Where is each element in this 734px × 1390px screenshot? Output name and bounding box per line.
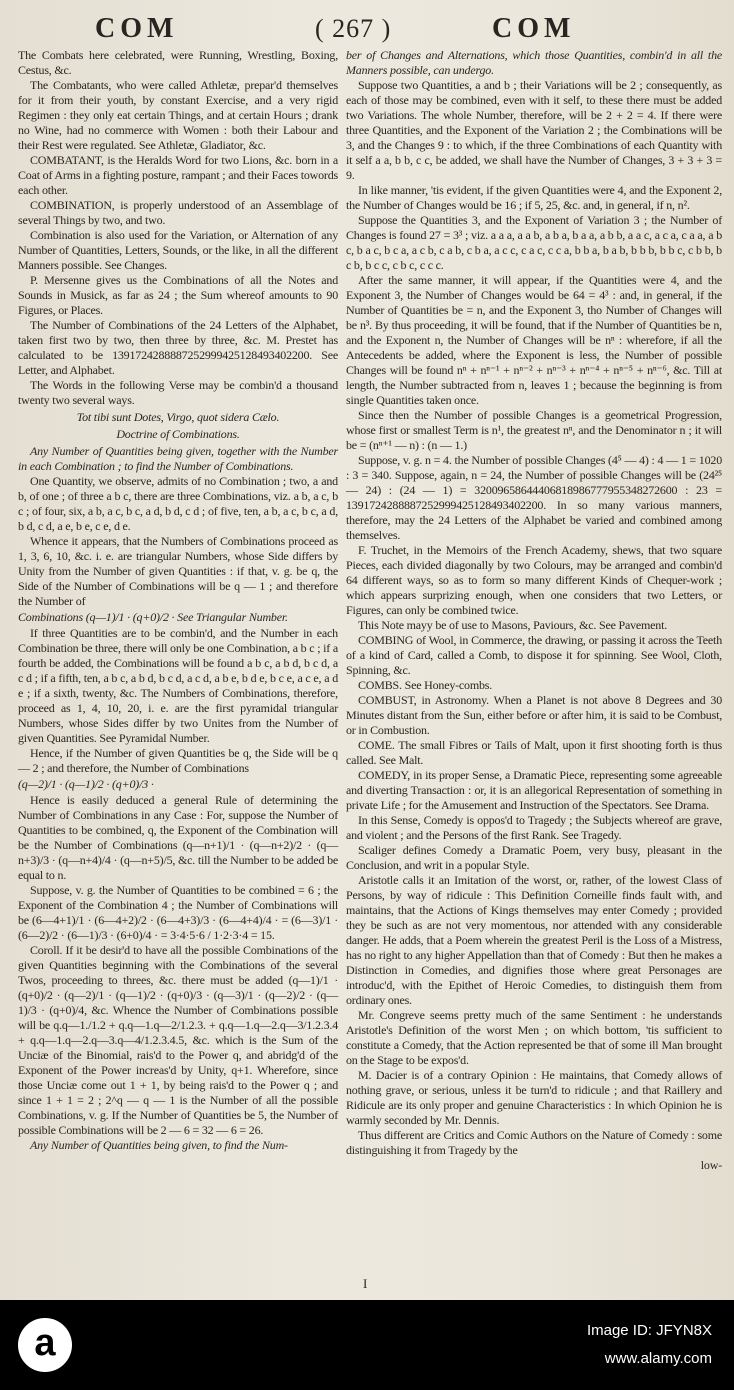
paragraph: After the same manner, it will appear, if the Quantities were 4, and the Exponent 3, the Number of Changes would be 64 = 4³ : and, in general, if the Number of Quantities be = n, and the Exponent 3, tho Number of Changes will be n³. By thus proceeding, it will be found, that if the Number of Quantities be n, and the Exponent n, the Number of Changes will be nⁿ : wherefore, if all the Antecedents be added, where the Exponent is less, the Number of possible Changes will be found nⁿ + nⁿ⁻¹ + nⁿ⁻² + nⁿ⁻³ + nⁿ⁻⁴ + nⁿ⁻⁵ + nⁿ⁻⁶, &c. Till at length, the Number subtracted from n, leaves 1 ; because the beginning is from single Quantities taken once.	[346, 273, 722, 407]
entry-combing: COMBING of Wool, in Commerce, the drawing, or passing it across the Teeth of a kind of Card, called a Comb, to dispose it for spinning. See Wool, Cloth, Spinning, &c.	[346, 633, 722, 677]
paragraph: P. Mersenne gives us the Combinations of all the Notes and Sounds in Musick, as far as 24 ; the Sum whereof amounts to 90 Figures, or Places.	[18, 273, 338, 317]
entry-combatant: COMBATANT, is the Heralds Word for two Lions, &c. born in a Coat of Arms in a fighting posture, rampant ; and their Faces towords each other.	[18, 153, 338, 197]
corollary: Coroll. If it be desir'd to have all the possible Combinations of the given Quantities beginning with the Combinations of the several Twos, proceeding to threes, &c. there must be added (q—1)/1 · (q+0)/2 · (q—2)/1 · (q—1)/2 · (q+0)/3 · (q—3)/1 · (q—2)/2 · (q—1)/3 · (q+0)/4, &c. Whence the Number of Combinations possible will be q.q—1./1.2 + q.q—1.q—2/1.2.3. + q.q—1.q—2.q—3/1.2.3.4 + q.q—1.q—2.q—3.q—4/1.2.3.4.5, &c. which is the Sum of the Unciæ of the Binomial, rais'd to the Power q, and abridg'd of the Exponent of the Power increas'd by Unity, q+1. Wherefore, since those Unciæ come out 1 + 1, by being rais'd to the Power q ; and since 1 + 1 = 2 ; 2^q — q — 1 is the Number of all the possible Combinations, v. g. If the Number of Quantities be 5, the Number of possible Combinations will be 2 — 6 = 32 — 6 = 26.	[18, 943, 338, 1137]
paragraph: The Number of Combinations of the 24 Letters of the Alphabet, taken first two by two, then three by three, &c. M. Prestet has calculated to be 1391724288887252999425128493402200. See Letter, and Alphabet.	[18, 318, 338, 377]
left-column	[18, 48, 338, 1153]
paragraph: This Note mayy be of use to Masons, Paviours, &c. See Pavement.	[358, 618, 668, 632]
running-head-left: COM	[95, 13, 179, 44]
paragraph: The Combats here celebrated, were Running, Wrestling, Boxing, Cestus, &c.	[18, 48, 338, 77]
paragraph: In this Sense, Comedy is oppos'd to Tragedy ; the Subjects whereof are grave, and violent ; and the Persons of the first Rank. See Tragedy.	[346, 813, 722, 842]
paragraph: Suppose, v. g. n = 4. the Number of possible Changes (4⁵ — 4) : 4 — 1 = 1020 : 3 = 340. Suppose, again, n = 24, the Number of possible Changes will be (24²⁵ — 24) : (24 — 1) = 32009658644406818986777955348272600 : 23 = 1391724288887252999425128493402200. In so many various manners, therefore, may the 24 Letters of the Alphabet be varied and combined among themselves.	[346, 453, 722, 542]
catchword: low-	[700, 1158, 722, 1172]
problem-statement: Any Number of Quantities being given, to find the Num-	[30, 1138, 288, 1152]
formula: Combinations (q—1)/1 · (q+0)/2 · See Triangular Number.	[18, 610, 288, 624]
paragraph: Aristotle calls it an Imitation of the worst, or, rather, of the lowest Class of Persons, by way of ridicule : This Definition Corneille finds fault with, and maintains, that the Actions of Kings themselves may enter Comedy ; provided they be such as are not very momentous, nor attended with any considerable danger. He adds, that a Poem wherein the greatest Peril is the Loss of a Mistress, has no right to any higher Appellation than that of Comedy : But then he makes a Distinction in Comedies, and dignifies those where great Personages are introduc'd, with the Epithet of Heroic Comedies, to distinguish them from ordinary ones.	[346, 873, 722, 1007]
alamy-logo: a	[18, 1318, 72, 1372]
page-number: ( 267 )	[315, 14, 392, 43]
paragraph: ber of Changes and Alternations, which those Quantities, combin'd in all the Manners possible, can undergo.	[346, 48, 722, 77]
paragraph: The Combatants, who were called Athletæ, prepar'd themselves for it from their youth, by constant Exercise, and a very rigid Regimen : they only eat certain Things, and at certain Hours ; drank no Wine, had no commerce with Women : both their Labour and their Rest were regulated. See Athletæ, Gladiator, &c.	[18, 78, 338, 152]
entry-combination: COMBINATION, is properly understood of an Assemblage of several Things by two, and two.	[18, 198, 338, 227]
latin-verse: Tot tibi sunt Dotes, Virgo, quot sidera Cælo.	[76, 410, 280, 424]
entry-combust: COMBUST, in Astronomy. When a Planet is not above 8 Degrees and 30 Minutes distant from the Sun, either before or after him, it is said to be Combust, or in Combustion.	[346, 693, 722, 737]
image-id: Image ID: JFYN8X	[586, 1322, 712, 1339]
right-column	[346, 48, 722, 1173]
paragraph: Suppose, v. g. the Number of Quantities to be combined = 6 ; the Exponent of the Combination 4 ; the Number of Combinations will be (6—4+1)/1 · (6—4+2)/2 · (6—4+3)/3 · (6—4+4)/4 · = (6—3)/1 · (6—2)/2 · (6—1)/3 · (6+0)/4 · = 3·4·5·6 / 1·2·3·4 = 15.	[18, 883, 338, 942]
entry-come: COME. The small Fibres or Tails of Malt, upon it first shooting forth is thus called. See Malt.	[346, 738, 722, 767]
paragraph: M. Dacier is of a contrary Opinion : He maintains, that Comedy allows of nothing grave, or serious, unless it be turn'd to ridicule ; and that Raillery and Ridicule are its only proper and genuine Characteristics : In which Opinion he is warmly seconded by Mr. Dennis.	[346, 1068, 722, 1127]
paragraph: Whence it appears, that the Numbers of Combinations proceed as 1, 3, 6, 10, &c. i. e. are triangular Numbers, whose Side differs by Unity from the Number of given Quantities : if that, v. g. be q, the Side of the Number of Combinations will be q — 1 ; and therefore the Number of	[18, 534, 338, 608]
site-url: www.alamy.com	[604, 1350, 712, 1367]
paragraph: F. Truchet, in the Memoirs of the French Academy, shews, that two square Pieces, each divided diagonally by two Colours, may be arranged and combin'd 64 different ways, so as to form so many different Kinds of Chequer-work ; which appears surprizing enough, when one considers that two Letters, or Figures, can only be combined twice.	[346, 543, 722, 617]
paragraph: Hence, if the Number of given Quantities be q, the Side will be q — 2 ; and therefore, the Number of Combinations	[18, 746, 338, 775]
paragraph: Mr. Congreve seems pretty much of the same Sentiment : he understands Aristotle's Definition of the worst Men ; on which bottom, 'tis sufficient to constitute a Comedy, that the Action represented be that of some ill Man brought on the Stage to be expos'd.	[346, 1008, 722, 1067]
watermark-bar	[0, 1300, 734, 1390]
paragraph: One Quantity, we observe, admits of no Combination ; two, a and b, of one ; of three a b c, there are three Combinations, viz. a b, a c, b c ; of four, six, a b, a c, b c, a d, b d, c d ; of five, ten, a b, a c, b c, a d, b d, c d, a e, b e, c e, d e.	[18, 474, 338, 533]
paragraph: Scaliger defines Comedy a Dramatic Poem, very busy, pleasant in the Conclusion, and writ in a popular Style.	[346, 843, 722, 872]
paragraph: Suppose the Quantities 3, and the Exponent of Variation 3 ; the Number of Changes is found 27 = 3³ ; viz. a a a, a a b, a b a, b a a, a b b, a a c, a c a, c a a, a b c, b a c, b c a, a c b, c a b, c b a, a c c, c a c, c c a, b b a, b a b, b b b, b b c, c b b, b c b, b c c, c b c, c c c.	[346, 213, 722, 272]
signature-mark: I	[363, 1276, 368, 1291]
running-head-right: COM	[492, 13, 576, 44]
formula: (q—2)/1 · (q—1)/2 · (q+0)/3 ·	[18, 777, 154, 791]
entry-comedy: COMEDY, in its proper Sense, a Dramatic Piece, representing some agreeable and diverting Transaction : or, it is an allegorical Representation of something in private Life ; for the Amusement and Instruction of the Spectators. See Drama.	[346, 768, 722, 812]
paragraph: The Words in the following Verse may be combin'd a thousand twenty two several ways.	[18, 378, 338, 407]
section-heading: Doctrine of Combinations.	[116, 427, 240, 441]
paragraph: If three Quantities are to be combin'd, and the Number in each Combination be three, there will only be one Combination, a b c ; if a fourth be added, the Combinations will be found a b c, a b d, b c d, a c d ; if a fifth, ten, a b c, a b d, b c d, a c d, a b e, b d e, b c e, a c e, a d e ; if a sixth, twenty, &c. The Numbers of Combinations, therefore, proceed as 1, 4, 10, 20, i. e. are the first pyramidal triangular Numbers, whose Sides differ by two Unites from the Number of given Quantities. See Pyramidal Number.	[18, 626, 338, 745]
paragraph: Thus different are Critics and Comic Authors on the Nature of Comedy : some distinguishing it from Tragedy by the	[346, 1128, 722, 1157]
entry-combs: COMBS. See Honey-combs.	[358, 678, 493, 692]
paragraph: Combination is also used for the Variation, or Alternation of any Number of Quantities, Letters, Sounds, or the like, in all the different Manners possible. See Changes.	[18, 228, 338, 272]
paragraph: Suppose two Quantities, a and b ; their Variations will be 2 ; consequently, as each of those may be combined, even with it self, to these there must be added two Variations. The whole Number, therefore, will be 2 + 2 = 4. If there were three Quantities, and the Exponent of the Variation 2 ; the Combinations will be 3, and the Changes 9 : to which, if the three Combinations of each Quantity with it self a a, b b, c c, be added, we shall have the Number of Changes, 3 + 3 + 3 = 9.	[346, 78, 722, 182]
paragraph: In like manner, 'tis evident, if the given Quantities were 4, and the Exponent 2, the Number of Changes would be 16 ; if 5, 25, &c. and, in general, if n, n².	[346, 183, 722, 212]
paragraph: Since then the Number of possible Changes is a geometrical Progression, whose first or smallest Term is n¹, the greatest nⁿ, and the Denominator n ; it will be = (nⁿ⁺¹ — n) : (n — 1.)	[346, 408, 722, 452]
problem-statement: Any Number of Quantities being given, together with the Number in each Combination ; to find the Number of Combinations.	[18, 444, 338, 473]
paragraph: Hence is easily deduced a general Rule of determining the Number of Combinations in any Case : For, suppose the Number of Quantities to be combined, q, the Exponent of the Combination will be the Number of Combinations (q—n+1)/1 · (q—n+2)/2 · (q—n+3)/3 · (q—n+4)/4 · (q—n+5)/5, &c. till the Number to be added be equal to n.	[18, 793, 338, 882]
